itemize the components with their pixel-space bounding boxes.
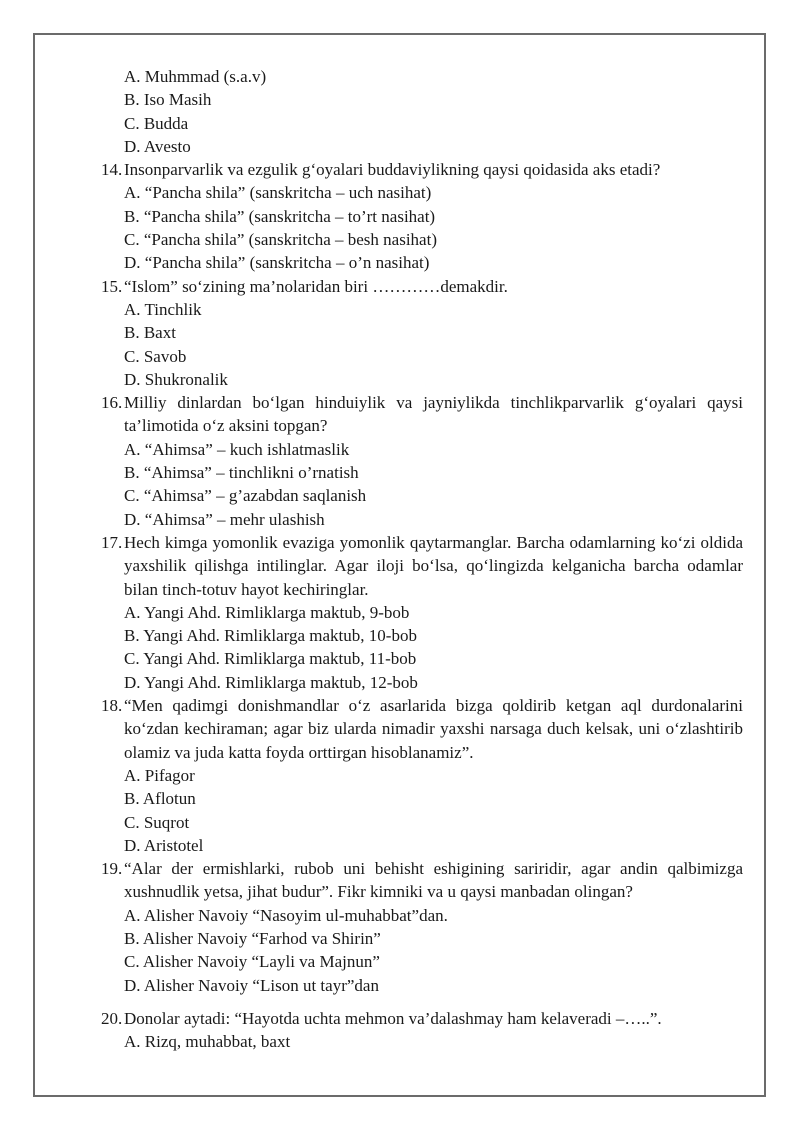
question-14 <box>101 158 743 181</box>
q19-options <box>101 904 743 997</box>
question-20 <box>101 1007 743 1030</box>
answer-option: D. Alisher Navoiy “Lison ut tayr”dan <box>124 975 379 995</box>
question-18 <box>101 694 743 764</box>
answer-option: D. Aristotel <box>124 835 204 855</box>
question-number: 19. <box>101 859 123 879</box>
answer-option: C. Budda <box>124 113 189 133</box>
answer-option: C. Savob <box>124 346 187 366</box>
answer-option: A. “Pancha shila” (sanskritcha – uch nasihat) <box>124 183 432 203</box>
answer-option: A. Alisher Navoiy “Nasoyim ul-muhabbat”dan. <box>124 905 448 925</box>
question-number: 15. <box>101 276 123 296</box>
question-number: 17. <box>101 532 123 552</box>
answer-option: D. “Pancha shila” (sanskritcha – o’n nasihat) <box>124 253 430 273</box>
q16-options <box>101 438 743 531</box>
question-number: 14. <box>101 160 123 180</box>
q18-options <box>101 764 743 857</box>
answer-option: B. Baxt <box>124 323 176 343</box>
answer-option: B. “Pancha shila” (sanskritcha – to’rt nasihat) <box>124 206 436 226</box>
question-text: “Islom” so‘zining ma’nolaridan biri …………demakdir. <box>124 276 508 296</box>
question-number: 20. <box>101 1008 123 1028</box>
answer-option: A. Tinchlik <box>124 299 202 319</box>
question-text: “Alar der ermishlarki, rubob uni behisht eshigining sariridir, agar andin qalbimizga xushnudlik yetsa, jihat budur”. Fikr kimniki va u qaysi manbadan olingan? <box>124 859 743 902</box>
question-17 <box>101 531 743 601</box>
answer-option: A. Rizq, muhabbat, baxt <box>124 1032 291 1052</box>
answer-option: C. “Ahimsa” – g’azabdan saqlanish <box>124 486 367 506</box>
question-19 <box>101 857 743 904</box>
answer-option: A. Pifagor <box>124 765 195 785</box>
answer-option: D. Shukronalik <box>124 369 228 389</box>
answer-option: B. Aflotun <box>124 789 196 809</box>
q17-options <box>101 601 743 694</box>
answer-option: B. Alisher Navoiy “Farhod va Shirin” <box>124 928 381 948</box>
answer-option: C. Alisher Navoiy “Layli va Majnun” <box>124 952 380 972</box>
answer-option: B. “Ahimsa” – tinchlikni o’rnatish <box>124 463 359 483</box>
answer-option: A. “Ahimsa” – kuch ishlatmaslik <box>124 439 350 459</box>
question-16 <box>101 391 743 438</box>
question-text: Donolar aytadi: “Hayotda uchta mehmon va’dalashmay ham kelaveradi –…..”. <box>124 1008 662 1028</box>
question-text: “Men qadimgi donishmandlar o‘z asarlarida bizga qoldirib ketgan aql durdonalarini ko‘zdan kechiraman; agar biz ularda nimadir yaxshi narsaga duch kelsak, uni o‘zlashtirib olamiz va juda katta foyda orttirgan hisoblanamiz”. <box>124 696 743 762</box>
question-number: 16. <box>101 393 123 413</box>
answer-option: C. “Pancha shila” (sanskritcha – besh nasihat) <box>124 230 437 250</box>
answer-option: C. Suqrot <box>124 812 190 832</box>
q15-options <box>101 298 743 391</box>
q20-options <box>101 1030 743 1053</box>
question-text: Milliy dinlardan bo‘lgan hinduiylik va jayniylikda tinchlikparvarlik g‘oyalari qaysi ta’limotida o‘z aksini topgan? <box>124 393 743 436</box>
answer-option: C. Yangi Ahd. Rimliklarga maktub, 11-bob <box>124 649 417 669</box>
answer-option: A. Yangi Ahd. Rimliklarga maktub, 9-bob <box>124 602 410 622</box>
question-text: Hech kimga yomonlik evaziga yomonlik qaytarmanglar. Barcha odamlarning ko‘zi oldida yaxshilik qilishga intilinglar. Agar iloji bo‘lsa, qo‘lingizda kelganicha barcha odamlar bilan tinch-totuv hayot kechiringlar. <box>124 532 743 599</box>
q13-options <box>101 65 743 158</box>
q14-options <box>101 181 743 274</box>
question-15 <box>101 275 743 298</box>
answer-option: D. “Ahimsa” – mehr ulashish <box>124 509 325 529</box>
question-text: Insonparvarlik va ezgulik g‘oyalari buddaviylikning qaysi qoidasida aks etadi? <box>124 160 661 180</box>
answer-option: B. Iso Masih <box>124 90 212 110</box>
answer-option: D. Yangi Ahd. Rimliklarga maktub, 12-bob <box>124 672 418 692</box>
question-number: 18. <box>101 696 123 716</box>
question-sheet <box>101 65 743 1053</box>
answer-option: B. Yangi Ahd. Rimliklarga maktub, 10-bob <box>124 626 417 646</box>
answer-option: D. Avesto <box>124 136 191 156</box>
answer-option: A. Muhmmad (s.a.v) <box>124 67 267 86</box>
